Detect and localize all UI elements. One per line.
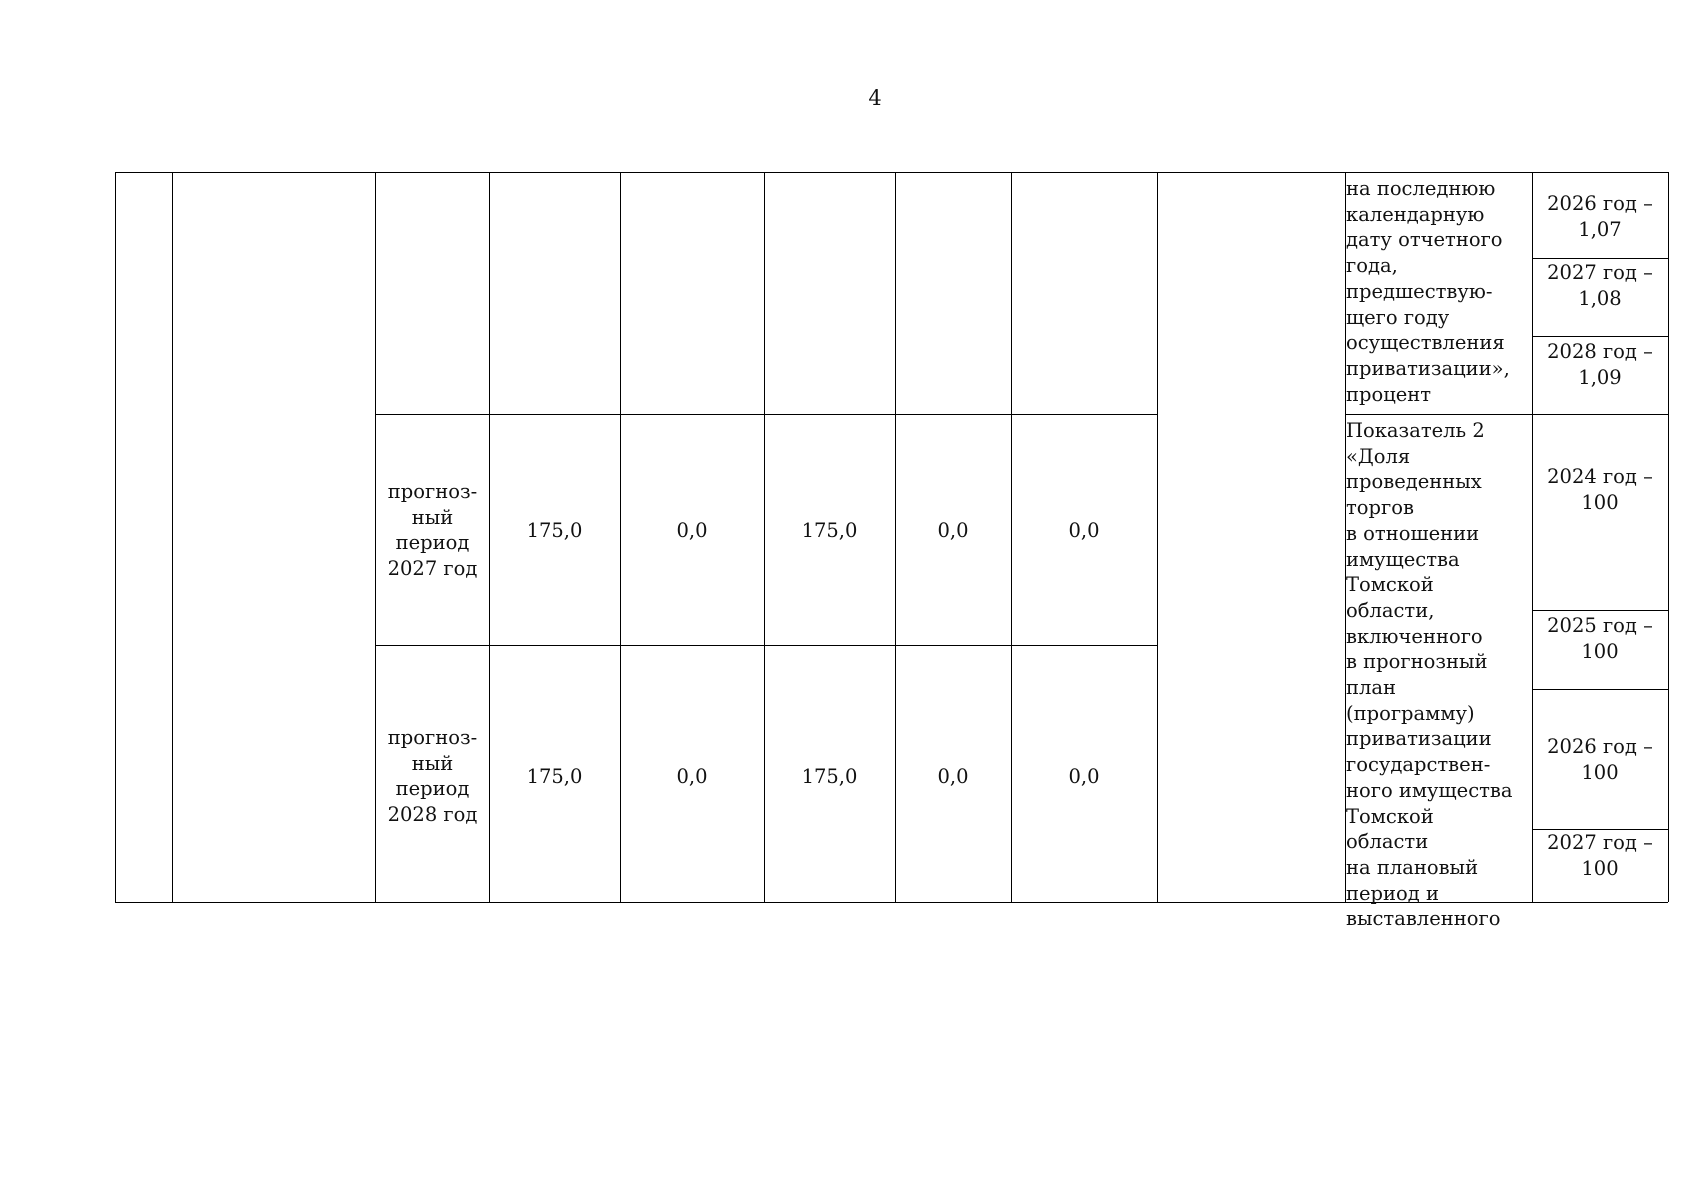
indicator-border (1345, 414, 1668, 415)
row-border (375, 645, 1157, 646)
indicator-2-year-value: 2025 год – 100 (1547, 614, 1653, 663)
col-border (115, 172, 116, 902)
value-cell: 0,0 (1068, 765, 1100, 788)
indicator-1-year-value: 2028 год – 1,09 (1547, 340, 1653, 389)
col-border (1157, 172, 1158, 902)
indicator-1-year-value: 2026 год – 1,07 (1547, 192, 1653, 241)
col-border (1668, 172, 1669, 902)
value-cell: 175,0 (526, 765, 583, 788)
value-cell: 175,0 (801, 765, 858, 788)
value-cell: 0,0 (676, 765, 708, 788)
value-cell: 175,0 (801, 519, 858, 542)
period-cell: прогноз- ный период 2027 год (387, 480, 478, 580)
year-value-border (1532, 258, 1668, 259)
value-cell: 0,0 (1068, 519, 1100, 542)
indicator-2-year-value: 2024 год – 100 (1547, 465, 1653, 514)
year-value-border (1532, 336, 1668, 337)
period-cell: прогноз- ный период 2028 год (387, 726, 478, 826)
table-top-border (115, 172, 1668, 173)
indicator-1-text: на последнюю календарную дату отчетного года, предшествую- щего году осуществления приватизации», процент (1346, 177, 1510, 406)
value-cell: 0,0 (676, 519, 708, 542)
indicator-1-year-value: 2027 год – 1,08 (1547, 261, 1653, 310)
value-cell: 0,0 (937, 519, 969, 542)
row-border (375, 414, 1157, 415)
col-border (172, 172, 173, 902)
value-cell: 175,0 (526, 519, 583, 542)
value-cell: 0,0 (937, 765, 969, 788)
indicator-2-year-value: 2026 год – 100 (1547, 735, 1653, 784)
indicator-2-text: Показатель 2 «Доля проведенных торгов в отношении имущества Томской области, включенного в прогнозный план (программу) приватизации государствен- ного имущества Томской области на плановый период и выставленного (1346, 419, 1513, 931)
indicator-2-year-value: 2027 год – 100 (1547, 831, 1653, 880)
page-number: 4 (868, 86, 882, 110)
year-value-border (1532, 689, 1668, 690)
year-value-border (1532, 610, 1668, 611)
